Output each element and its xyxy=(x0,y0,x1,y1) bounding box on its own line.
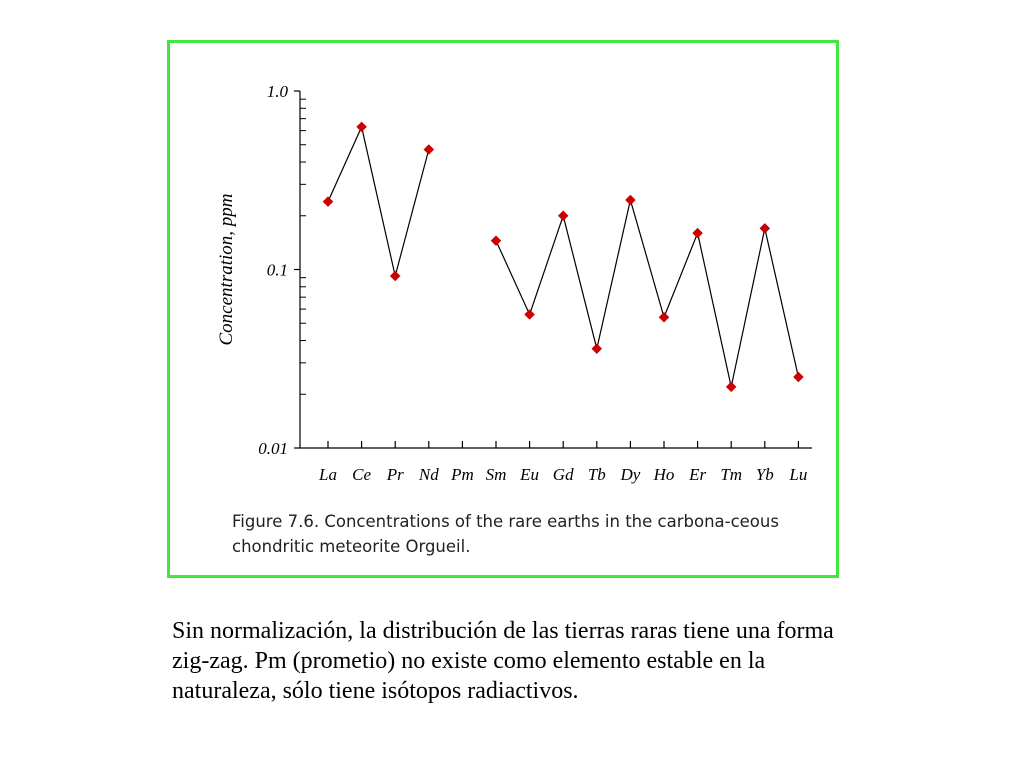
data-point-yb xyxy=(760,223,770,233)
x-tick-label: Yb xyxy=(755,465,774,484)
data-point-eu xyxy=(525,309,535,319)
x-tick-label: Tm xyxy=(720,465,743,484)
y-axis-title: Concentration, ppm xyxy=(216,193,237,346)
figure-frame xyxy=(167,40,839,578)
x-tick-label: Gd xyxy=(552,465,574,484)
data-point-tb xyxy=(592,344,602,354)
data-point-tm xyxy=(726,382,736,392)
data-point-dy xyxy=(625,195,635,205)
rare-earth-chart xyxy=(170,43,836,503)
data-point-ce xyxy=(357,122,367,132)
x-tick-label: Eu xyxy=(520,465,540,484)
figure-caption: Figure 7.6. Concentrations of the rare earths in the carbona-ceous chondritic meteorite Orgueil. xyxy=(232,512,779,556)
x-tick-label: Dy xyxy=(620,465,641,484)
x-tick-label: Nd xyxy=(418,465,439,484)
data-point-er xyxy=(693,228,703,238)
x-tick-label: Er xyxy=(689,465,707,484)
data-point-la xyxy=(323,197,333,207)
y-tick-label: 1.0 xyxy=(266,82,288,101)
slide-note: Sin normalización, la distribución de las tierras raras tiene una forma zig-zag. Pm (prometio) no existe como elemento estable en la naturaleza, sólo tiene isótopos radiactivos. xyxy=(172,618,834,704)
y-tick-label: 0.01 xyxy=(258,439,288,458)
data-point-pr xyxy=(390,271,400,281)
x-tick-label: Ce xyxy=(352,465,372,484)
series-line xyxy=(496,200,798,387)
x-tick-label: Pr xyxy=(386,465,404,484)
x-tick-label: Lu xyxy=(789,465,808,484)
data-point-sm xyxy=(491,236,501,246)
data-point-nd xyxy=(424,145,434,155)
x-tick-label: Pm xyxy=(451,465,474,484)
x-tick-label: Tb xyxy=(587,465,606,484)
x-tick-label: La xyxy=(319,465,337,484)
x-tick-label: Ho xyxy=(653,465,675,484)
x-tick-label: Sm xyxy=(485,465,507,484)
data-point-gd xyxy=(558,211,568,221)
data-point-lu xyxy=(793,372,803,382)
series-line xyxy=(328,127,429,276)
data-point-ho xyxy=(659,312,669,322)
y-tick-label: 0.1 xyxy=(266,260,288,280)
